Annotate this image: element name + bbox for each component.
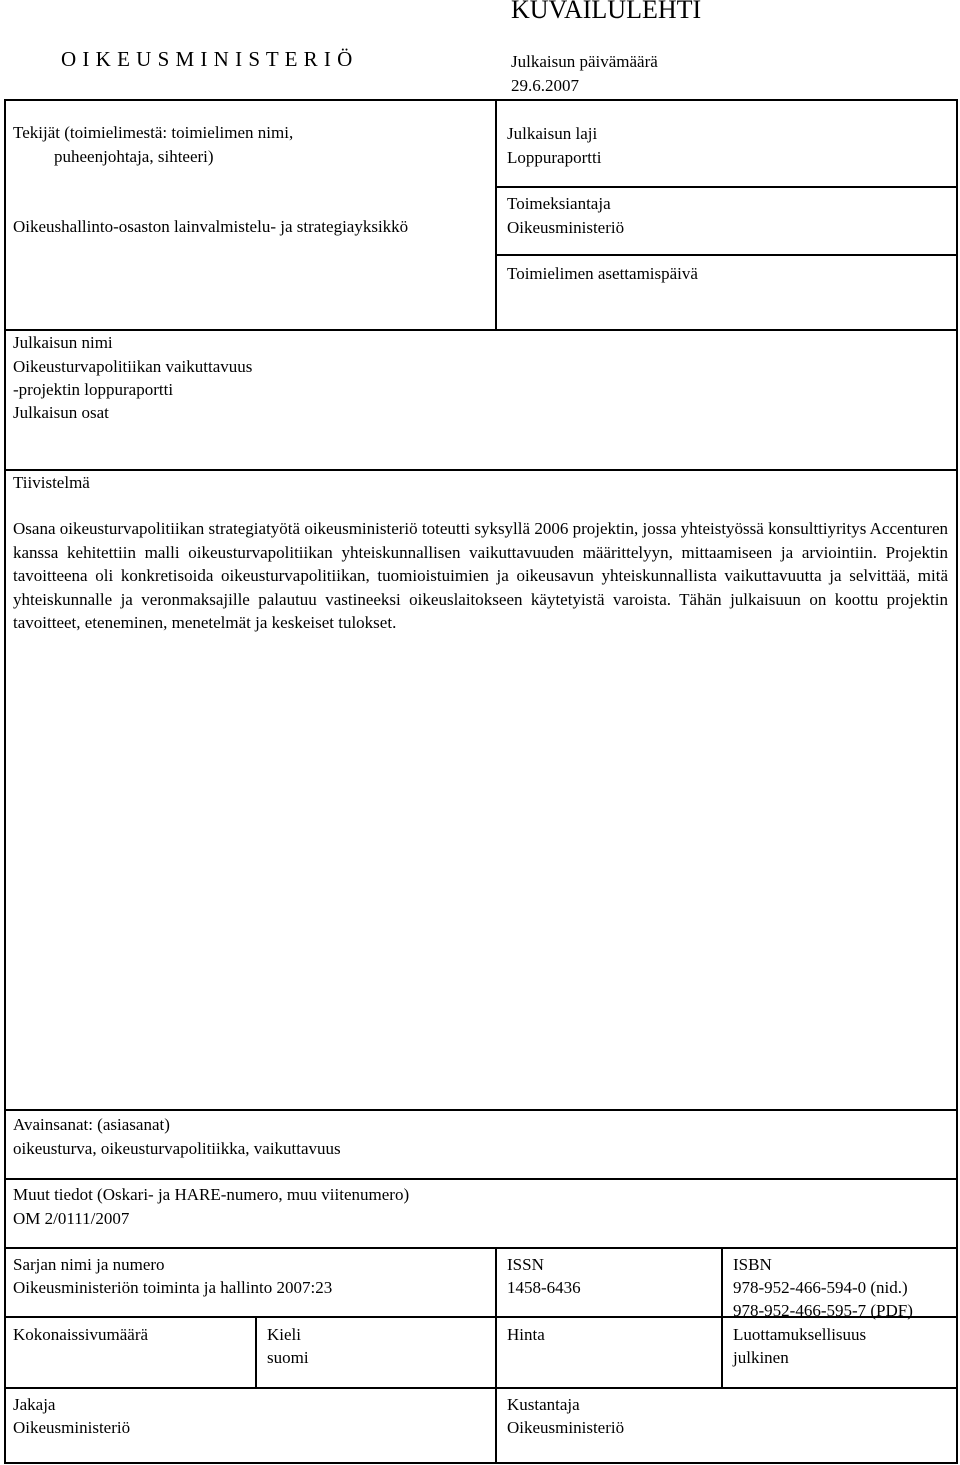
pub-parts-label: Julkaisun osat (13, 403, 109, 422)
issn-label: ISSN (507, 1255, 544, 1274)
commissioner-label: Toimeksiantaja (507, 194, 611, 213)
ministry-title: O I K E U S M I N I S T E R I Ö (61, 47, 353, 71)
isbn-value1: 978-952-466-594-0 (nid.) (733, 1278, 908, 1297)
body-date-label: Toimielimen asettamispäivä (507, 264, 698, 283)
abstract-text: Osana oikeusturvapolitiikan strategiatyötä oikeusministeriö toteutti syksyllä 2006 projektin, jossa yhteistyössä konsulttiyritys Accenturen kanssa kehitettiin malli oikeusturvapolitiikan yhteiskunnallisen vaikuttavuuden määrittelyyn, mittaamiseen ja arviointiin. Projektin tavoitteena oli konkretisoida oikeusturvapolitiikan, tuomioistuimien ja oikeusavun yhteiskunnallista vaikuttavuutta ja selvittää, mitä yhteiskunnalle ja veronmaksajille palautuu vastineeksi oikeuslaitokseen käytetyistä varoista. Tähän julkaisuun on koottu projektin tavoitteet, eteneminen, menetelmät ja keskeiset tulokset. (13, 519, 948, 632)
publisher-label: Kustantaja (507, 1395, 580, 1414)
authors-value: Oikeushallinto-osaston lainvalmistelu- ja strategiayksikkö (13, 217, 409, 236)
pub-type-label: Julkaisun laji (507, 124, 598, 143)
series-label: Sarjan nimi ja numero (13, 1255, 165, 1274)
pub-type-value: Loppuraportti (507, 148, 602, 167)
pub-name-line1: Oikeusturvapolitiikan vaikuttavuus (13, 357, 253, 376)
authors-label-line1: Tekijät (toimielimestä: toimielimen nimi, (13, 123, 294, 142)
language-value: suomi (267, 1348, 309, 1367)
pub-date-value: 29.6.2007 (511, 76, 579, 95)
isbn-value2: 978-952-466-595-7 (PDF) (733, 1301, 913, 1320)
pub-date-label: Julkaisun päivämäärä (511, 52, 658, 71)
abstract-label: Tiivistelmä (13, 473, 90, 492)
price-label: Hinta (507, 1325, 545, 1344)
confidentiality-label: Luottamuksellisuus (733, 1325, 867, 1344)
pub-name-line2: -projektin loppuraportti (13, 380, 174, 399)
other-info-value: OM 2/0111/2007 (13, 1209, 130, 1228)
distributor-label: Jakaja (13, 1395, 56, 1414)
distributor-value: Oikeusministeriö (13, 1418, 131, 1437)
language-label: Kieli (267, 1325, 301, 1344)
confidentiality-value: julkinen (733, 1348, 789, 1367)
keywords-value: oikeusturva, oikeusturvapolitiikka, vaikuttavuus (13, 1139, 341, 1158)
isbn-label: ISBN (733, 1255, 772, 1274)
authors-label-line2: puheenjohtaja, sihteeri) (54, 147, 214, 166)
pages-label: Kokonaissivumäärä (13, 1325, 149, 1344)
series-value: Oikeusministeriön toiminta ja hallinto 2007:23 (13, 1278, 333, 1297)
other-info-label: Muut tiedot (Oskari- ja HARE-numero, muu viitenumero) (13, 1185, 410, 1204)
issn-value: 1458-6436 (507, 1278, 581, 1297)
pub-name-label: Julkaisun nimi (13, 333, 113, 352)
publisher-value: Oikeusministeriö (507, 1418, 625, 1437)
commissioner-value: Oikeusministeriö (507, 218, 625, 237)
keywords-label: Avainsanat: (asiasanat) (13, 1115, 170, 1134)
doc-type-title: KUVAILULEHTI (511, 0, 702, 24)
